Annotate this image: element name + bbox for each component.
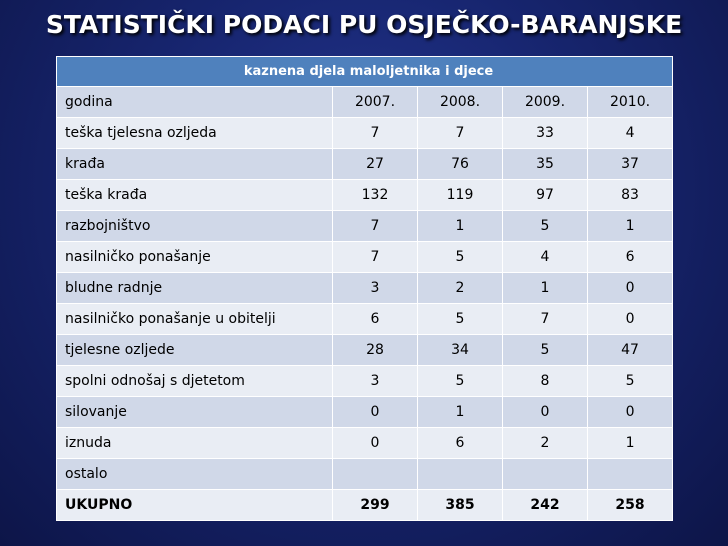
header-cell-label: godina xyxy=(57,87,333,118)
row-value: 33 xyxy=(503,118,588,149)
row-value: 76 xyxy=(418,149,503,180)
row-label: UKUPNO xyxy=(57,490,333,521)
row-value: 7 xyxy=(503,304,588,335)
row-label: nasilničko ponašanje xyxy=(57,242,333,273)
row-value xyxy=(588,459,673,490)
row-value: 0 xyxy=(503,397,588,428)
table-row xyxy=(57,428,673,459)
table-row xyxy=(57,149,673,180)
header-cell-year: 2007. xyxy=(333,87,418,118)
row-value: 83 xyxy=(588,180,673,211)
row-value: 0 xyxy=(333,397,418,428)
slide-title: STATISTIČKI PODACI PU OSJEČKO-BARANJSKE xyxy=(45,10,683,39)
row-value: 1 xyxy=(588,211,673,242)
table-row xyxy=(57,118,673,149)
row-value: 0 xyxy=(588,397,673,428)
row-value: 7 xyxy=(333,118,418,149)
row-value xyxy=(418,459,503,490)
row-value: 28 xyxy=(333,335,418,366)
row-value: 5 xyxy=(503,335,588,366)
row-label: spolni odnošaj s djetetom xyxy=(57,366,333,397)
row-value: 0 xyxy=(588,273,673,304)
row-value: 242 xyxy=(503,490,588,521)
row-value: 132 xyxy=(333,180,418,211)
row-label: razbojništvo xyxy=(57,211,333,242)
row-value: 34 xyxy=(418,335,503,366)
row-value: 3 xyxy=(333,273,418,304)
row-value: 1 xyxy=(588,428,673,459)
row-label: krađa xyxy=(57,149,333,180)
row-value: 1 xyxy=(418,211,503,242)
row-value: 2 xyxy=(503,428,588,459)
row-value: 299 xyxy=(333,490,418,521)
row-value: 35 xyxy=(503,149,588,180)
row-value: 0 xyxy=(333,428,418,459)
table-row xyxy=(57,304,673,335)
table-row xyxy=(57,397,673,428)
header-cell-year: 2010. xyxy=(588,87,673,118)
row-value: 5 xyxy=(503,211,588,242)
row-value: 47 xyxy=(588,335,673,366)
row-value: 7 xyxy=(333,242,418,273)
statistics-table xyxy=(56,56,673,521)
row-value: 2 xyxy=(418,273,503,304)
row-label: teška krađa xyxy=(57,180,333,211)
row-value: 7 xyxy=(333,211,418,242)
table-caption-row xyxy=(57,57,673,87)
row-value: 5 xyxy=(418,242,503,273)
table-row xyxy=(57,366,673,397)
table-row xyxy=(57,459,673,490)
row-value: 97 xyxy=(503,180,588,211)
row-value: 6 xyxy=(333,304,418,335)
row-value xyxy=(503,459,588,490)
row-value: 5 xyxy=(588,366,673,397)
header-cell-year: 2008. xyxy=(418,87,503,118)
table-header-row xyxy=(57,87,673,118)
row-value: 6 xyxy=(418,428,503,459)
row-value: 385 xyxy=(418,490,503,521)
table-caption: kaznena djela maloljetnika i djece xyxy=(57,57,673,87)
row-value: 6 xyxy=(588,242,673,273)
row-value: 0 xyxy=(588,304,673,335)
total-row xyxy=(57,490,673,521)
row-value: 119 xyxy=(418,180,503,211)
row-label: bludne radnje xyxy=(57,273,333,304)
row-label: ostalo xyxy=(57,459,333,490)
row-value: 3 xyxy=(333,366,418,397)
row-label: silovanje xyxy=(57,397,333,428)
table-row xyxy=(57,335,673,366)
row-label: tjelesne ozljede xyxy=(57,335,333,366)
header-cell-year: 2009. xyxy=(503,87,588,118)
row-value: 258 xyxy=(588,490,673,521)
row-value: 1 xyxy=(503,273,588,304)
row-value: 37 xyxy=(588,149,673,180)
table-row xyxy=(57,180,673,211)
row-value: 4 xyxy=(588,118,673,149)
row-value: 4 xyxy=(503,242,588,273)
table-row xyxy=(57,211,673,242)
row-value: 27 xyxy=(333,149,418,180)
row-label: nasilničko ponašanje u obitelji xyxy=(57,304,333,335)
row-value: 5 xyxy=(418,366,503,397)
row-value: 5 xyxy=(418,304,503,335)
row-label: iznuda xyxy=(57,428,333,459)
row-value: 7 xyxy=(418,118,503,149)
table-row xyxy=(57,242,673,273)
row-label: teška tjelesna ozljeda xyxy=(57,118,333,149)
row-value: 8 xyxy=(503,366,588,397)
row-value xyxy=(333,459,418,490)
row-value: 1 xyxy=(418,397,503,428)
table-row xyxy=(57,273,673,304)
